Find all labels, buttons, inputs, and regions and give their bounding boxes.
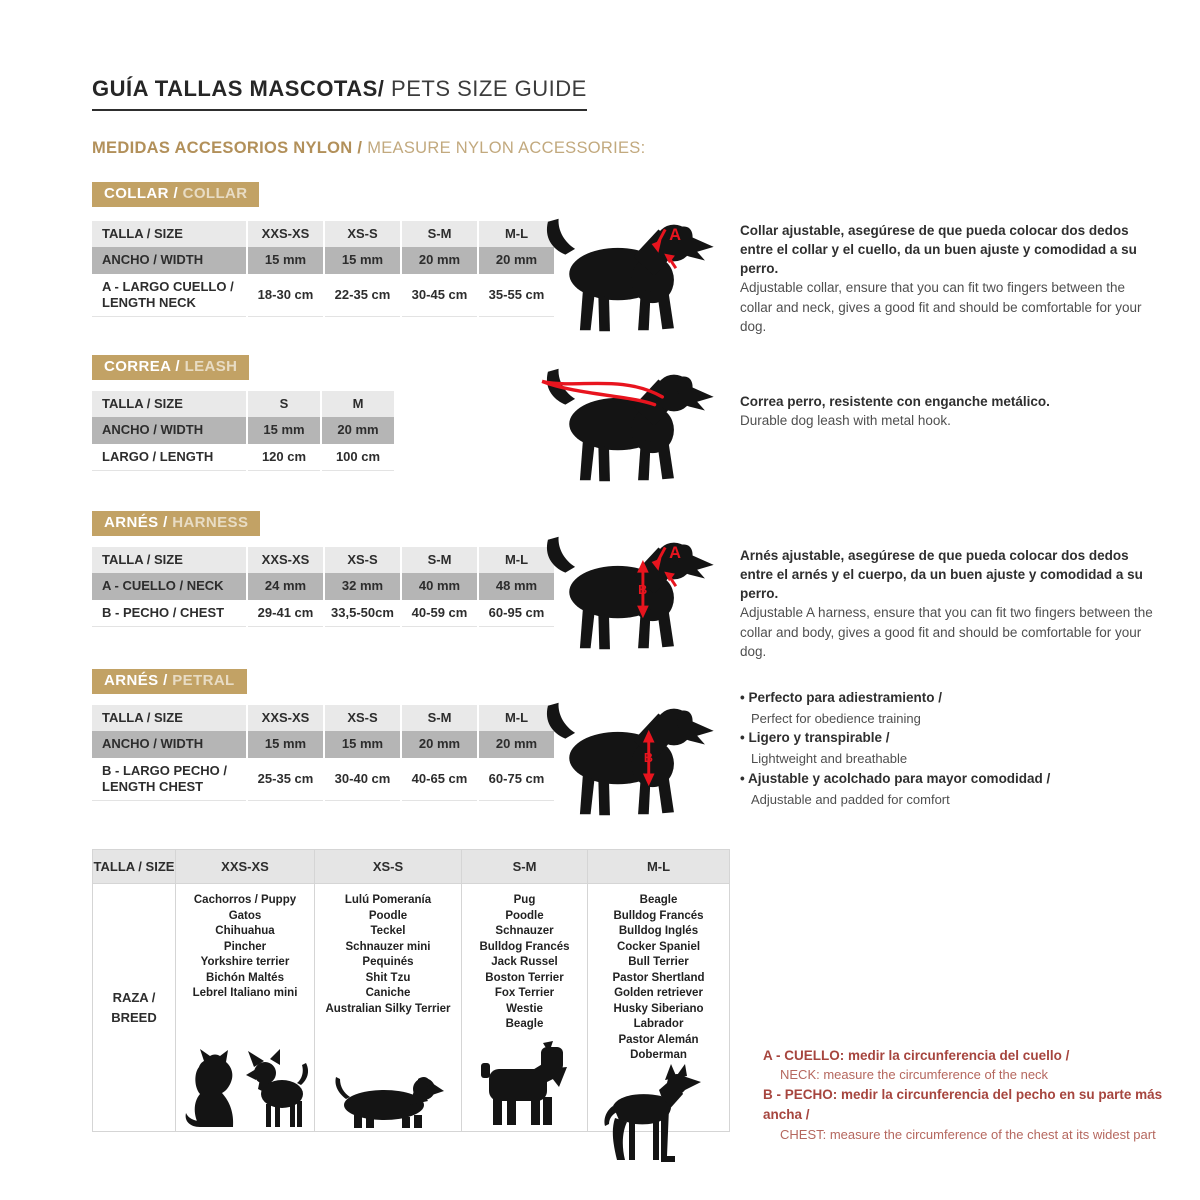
chihuahua-silhouette-icon xyxy=(246,1049,308,1129)
breed-name: Fox Terrier xyxy=(494,987,555,999)
breed-name: Westie xyxy=(506,1002,543,1015)
table-row xyxy=(92,573,554,599)
breed-name: Schnauzer mini xyxy=(345,940,431,953)
label-header-cell: TALLA / SIZE xyxy=(92,391,247,417)
harness-description-es: Arnés ajustable, asegúrese de que pueda colocar dos dedos entre el arnés y el cuerpo, da un buen ajuste y comodidad a su perro. xyxy=(740,548,1143,602)
value-cell: 33,5-50cm xyxy=(324,600,401,627)
value-cell: 15 mm xyxy=(324,731,401,757)
page-title xyxy=(92,76,587,111)
breed-name: Bull Terrier xyxy=(628,956,689,968)
size-header-cell: M-L xyxy=(478,705,554,731)
doberman-silhouette-icon xyxy=(599,1064,719,1168)
value-cell: 30-45 cm xyxy=(401,274,478,317)
breeds-body-row xyxy=(93,884,730,1132)
collar-description-en: Adjustable collar, ensure that you can fit two fingers between the collar and neck, gives a good fit and should be comfortable for your dog. xyxy=(740,280,1142,334)
size-header-cell: S-M xyxy=(401,221,478,247)
breed-column-M-L xyxy=(588,884,730,1132)
breed-silhouettes xyxy=(332,1067,444,1131)
cat-silhouette-icon xyxy=(182,1047,236,1129)
badge-label-es: COLLAR / xyxy=(104,185,183,202)
breed-name: Doberman xyxy=(630,1049,687,1061)
page-subtitle xyxy=(92,139,645,158)
value-cell: 60-95 cm xyxy=(478,600,554,627)
badge-label-es: ARNÉS / xyxy=(104,514,173,531)
measure-label-b: B xyxy=(643,750,653,765)
breed-name: Lebrel Italiano mini xyxy=(192,987,298,999)
breed-cell xyxy=(315,884,461,1131)
harness-description-en: Adjustable A harness, ensure that you can fit two fingers between the collar and body, gives a good fit and should be comfortable for your dog. xyxy=(740,605,1153,659)
breed-silhouettes xyxy=(475,1041,575,1131)
breed-name: Caniche xyxy=(365,987,411,999)
row-label-cell: B - PECHO / CHEST xyxy=(102,604,225,620)
bullet-item-en: Lightweight and breathable xyxy=(751,751,908,767)
table-row xyxy=(92,600,554,627)
breed-name: Gatos xyxy=(228,909,262,922)
collar-description xyxy=(740,221,1160,336)
table-row xyxy=(92,731,554,757)
measure-label-a: A xyxy=(669,544,681,563)
breed-column-XXS-XS xyxy=(176,884,315,1132)
harness-size-table xyxy=(92,547,554,627)
dog-petral-illustration xyxy=(532,696,717,822)
breed-name: Pincher xyxy=(223,940,267,953)
breed-name: Pastor Alemán xyxy=(618,1033,699,1046)
leash-description xyxy=(740,392,1160,430)
dog-silhouette xyxy=(547,703,714,815)
bullet-item-en: Adjustable and padded for comfort xyxy=(751,791,950,807)
dog-silhouette xyxy=(547,537,714,649)
value-cell: 120 cm xyxy=(247,444,321,471)
row-label-cell: LARGO / LENGTH xyxy=(102,448,214,464)
breed-name: Cocker Spaniel xyxy=(616,940,701,953)
breed-name: Schnauzer xyxy=(495,925,554,937)
value-cell: 24 mm xyxy=(247,573,324,599)
breed-name: Teckel xyxy=(370,925,406,937)
value-cell: 48 mm xyxy=(478,573,554,599)
badge-label-en: HARNESS xyxy=(172,514,249,531)
breeds-header-row xyxy=(93,850,730,884)
collar-size-table xyxy=(92,221,554,317)
breeds-label-header: TALLA / SIZE xyxy=(93,850,176,884)
value-cell: 32 mm xyxy=(324,573,401,599)
value-cell: 20 mm xyxy=(401,731,478,757)
petral-feature-bullets xyxy=(740,688,1164,809)
dog-collar-illustration xyxy=(532,212,717,338)
note-line-bold: A - CUELLO: medir la circunferencia del cuello / xyxy=(763,1048,1070,1063)
leash-description-en: Durable dog leash with metal hook. xyxy=(740,413,951,429)
row-label-cell: A - CUELLO / NECK xyxy=(92,573,247,599)
value-cell: 30-40 cm xyxy=(324,758,401,801)
value-cell: 22-35 cm xyxy=(324,274,401,317)
note-line-light: CHEST: measure the circumference of the chest at its widest part xyxy=(780,1126,1156,1142)
petral-size-table xyxy=(92,705,554,801)
value-cell: 20 mm xyxy=(478,731,554,757)
breed-name: Bulldog Francés xyxy=(479,940,570,953)
table-header-row xyxy=(92,221,554,247)
section-badge-collar xyxy=(92,182,259,207)
schnauzer-silhouette-icon xyxy=(475,1041,575,1129)
breeds-size-header: XXS-XS xyxy=(176,850,315,884)
breed-name: Boston Terrier xyxy=(485,971,564,984)
breed-name: Poodle xyxy=(505,909,544,922)
breed-name: Bulldog Francés xyxy=(613,909,704,922)
page-title-en: PETS SIZE GUIDE xyxy=(384,76,587,101)
value-cell: 29-41 cm xyxy=(247,600,324,627)
breed-name: Australian Silky Terrier xyxy=(325,1002,451,1015)
breed-name: Poodle xyxy=(368,909,408,922)
breeds-size-header: M-L xyxy=(588,850,730,884)
breed-name: Bulldog Inglés xyxy=(618,925,699,937)
note-line-bold: B - PECHO: medir la circunferencia del pecho en su parte más ancha / xyxy=(763,1087,1163,1123)
size-header-cell: XXS-XS xyxy=(247,547,324,573)
value-cell: 15 mm xyxy=(324,247,401,273)
table-row xyxy=(92,247,554,273)
badge-label-es: CORREA / xyxy=(104,358,185,375)
breed-name: Bichón Maltés xyxy=(206,971,284,984)
label-header-cell: TALLA / SIZE xyxy=(92,547,247,573)
size-header-cell: XS-S xyxy=(324,705,401,731)
row-label-cell: ANCHO / WIDTH xyxy=(92,247,247,273)
breed-cell xyxy=(176,884,314,1131)
breed-list xyxy=(479,884,569,1033)
measurement-notes xyxy=(763,1046,1187,1144)
row-label-cell: ANCHO / WIDTH xyxy=(92,731,247,757)
value-cell: 15 mm xyxy=(247,247,324,273)
label-header-cell: TALLA / SIZE xyxy=(92,705,247,731)
page-subtitle-en: MEASURE NYLON ACCESSORIES: xyxy=(367,139,646,157)
size-header-cell: M xyxy=(321,391,394,417)
section-badge-petral xyxy=(92,669,247,694)
measure-label-b: B xyxy=(638,582,648,597)
breed-cell xyxy=(462,884,587,1131)
note-line-light: NECK: measure the circumference of the neck xyxy=(780,1067,1049,1083)
harness-description xyxy=(740,546,1160,661)
value-cell: 100 cm xyxy=(321,444,394,471)
size-header-cell: XXS-XS xyxy=(247,221,324,247)
size-header-cell: XS-S xyxy=(324,221,401,247)
dog-leash-illustration xyxy=(532,362,717,488)
breed-name: Golden retriever xyxy=(614,987,703,999)
breed-silhouettes xyxy=(599,1064,719,1170)
breeds-size-table xyxy=(92,849,730,1132)
value-cell: 18-30 cm xyxy=(247,274,324,317)
leash-size-table xyxy=(92,391,394,471)
breed-name: Jack Russel xyxy=(491,956,558,968)
table-row xyxy=(92,274,554,317)
table-header-row xyxy=(92,705,554,731)
breeds-size-header: XS-S xyxy=(315,850,462,884)
table-row xyxy=(92,417,394,443)
breed-name: Beagle xyxy=(505,1018,544,1030)
size-header-cell: XS-S xyxy=(324,547,401,573)
breed-silhouettes xyxy=(182,1047,308,1131)
breed-list xyxy=(612,884,704,1064)
dog-harness-illustration xyxy=(532,530,717,656)
breed-name: Lulú Pomeranía xyxy=(344,894,432,906)
breed-cell xyxy=(588,884,729,1131)
size-header-cell: M-L xyxy=(478,547,554,573)
collar-description-es: Collar ajustable, asegúrese de que pueda colocar dos dedos entre el collar y el cuello, da un buen ajuste y comodidad a su perro. xyxy=(740,223,1137,277)
breed-column-XS-S xyxy=(315,884,462,1132)
value-cell: 20 mm xyxy=(401,247,478,273)
breed-name: Cachorros / Puppy xyxy=(193,894,297,906)
value-cell: 40-59 cm xyxy=(401,600,478,627)
section-badge-harness xyxy=(92,511,260,536)
size-header-cell: XXS-XS xyxy=(247,705,324,731)
size-header-cell: S-M xyxy=(401,705,478,731)
row-label-cell: A - LARGO CUELLO / LENGTH NECK xyxy=(102,278,234,310)
breed-list xyxy=(193,884,298,1002)
table-header-row xyxy=(92,547,554,573)
breed-name: Shit Tzu xyxy=(365,971,411,984)
badge-label-en: PETRAL xyxy=(172,672,235,689)
breed-column-S-M xyxy=(462,884,588,1132)
measure-label-a: A xyxy=(669,226,681,245)
dachshund-silhouette-icon xyxy=(332,1067,444,1129)
breed-name: Yorkshire terrier xyxy=(200,956,290,968)
breed-name: Pequinés xyxy=(362,956,414,968)
breed-list xyxy=(325,884,450,1017)
leash-description-es: Correa perro, resistente con enganche metálico. xyxy=(740,394,1050,409)
bullet-item-es: • Ligero y transpirable / xyxy=(740,730,890,746)
badge-label-es: ARNÉS / xyxy=(104,672,173,689)
breed-name: Labrador xyxy=(633,1018,684,1030)
value-cell: 25-35 cm xyxy=(247,758,324,801)
value-cell: 60-75 cm xyxy=(478,758,554,801)
row-label-cell: B - LARGO PECHO / LENGTH CHEST xyxy=(102,762,227,794)
value-cell: 15 mm xyxy=(247,731,324,757)
bullet-item-en: Perfect for obedience training xyxy=(751,710,921,726)
breed-name: Chihuahua xyxy=(215,925,275,937)
size-header-cell: S xyxy=(247,391,321,417)
dog-silhouette xyxy=(547,219,714,331)
value-cell: 20 mm xyxy=(478,247,554,273)
bullet-item-es: • Ajustable y acolchado para mayor comodidad / xyxy=(740,770,1051,786)
badge-label-en: COLLAR xyxy=(182,185,248,202)
breed-name: Beagle xyxy=(639,894,678,906)
breed-row-label: RAZA / BREED xyxy=(93,884,176,1132)
size-header-cell: M-L xyxy=(478,221,554,247)
breed-name: Pastor Shertland xyxy=(612,971,705,984)
value-cell: 15 mm xyxy=(247,417,321,443)
label-header-cell: TALLA / SIZE xyxy=(92,221,247,247)
breeds-size-header: S-M xyxy=(462,850,588,884)
breed-name: Husky Siberiano xyxy=(613,1002,704,1015)
table-row xyxy=(92,444,394,471)
page-title-es: GUÍA TALLAS MASCOTAS/ xyxy=(92,76,385,101)
size-header-cell: S-M xyxy=(401,547,478,573)
value-cell: 40-65 cm xyxy=(401,758,478,801)
table-row xyxy=(92,758,554,801)
bullet-item-es: • Perfecto para adiestramiento / xyxy=(740,690,943,705)
section-badge-leash xyxy=(92,355,249,380)
table-header-row xyxy=(92,391,394,417)
value-cell: 40 mm xyxy=(401,573,478,599)
row-label-cell: ANCHO / WIDTH xyxy=(92,417,247,443)
badge-label-en: LEASH xyxy=(184,358,238,375)
value-cell: 35-55 cm xyxy=(478,274,554,317)
page-subtitle-es: MEDIDAS ACCESORIOS NYLON / xyxy=(92,139,368,157)
value-cell: 20 mm xyxy=(321,417,394,443)
breed-name: Pug xyxy=(513,894,536,906)
